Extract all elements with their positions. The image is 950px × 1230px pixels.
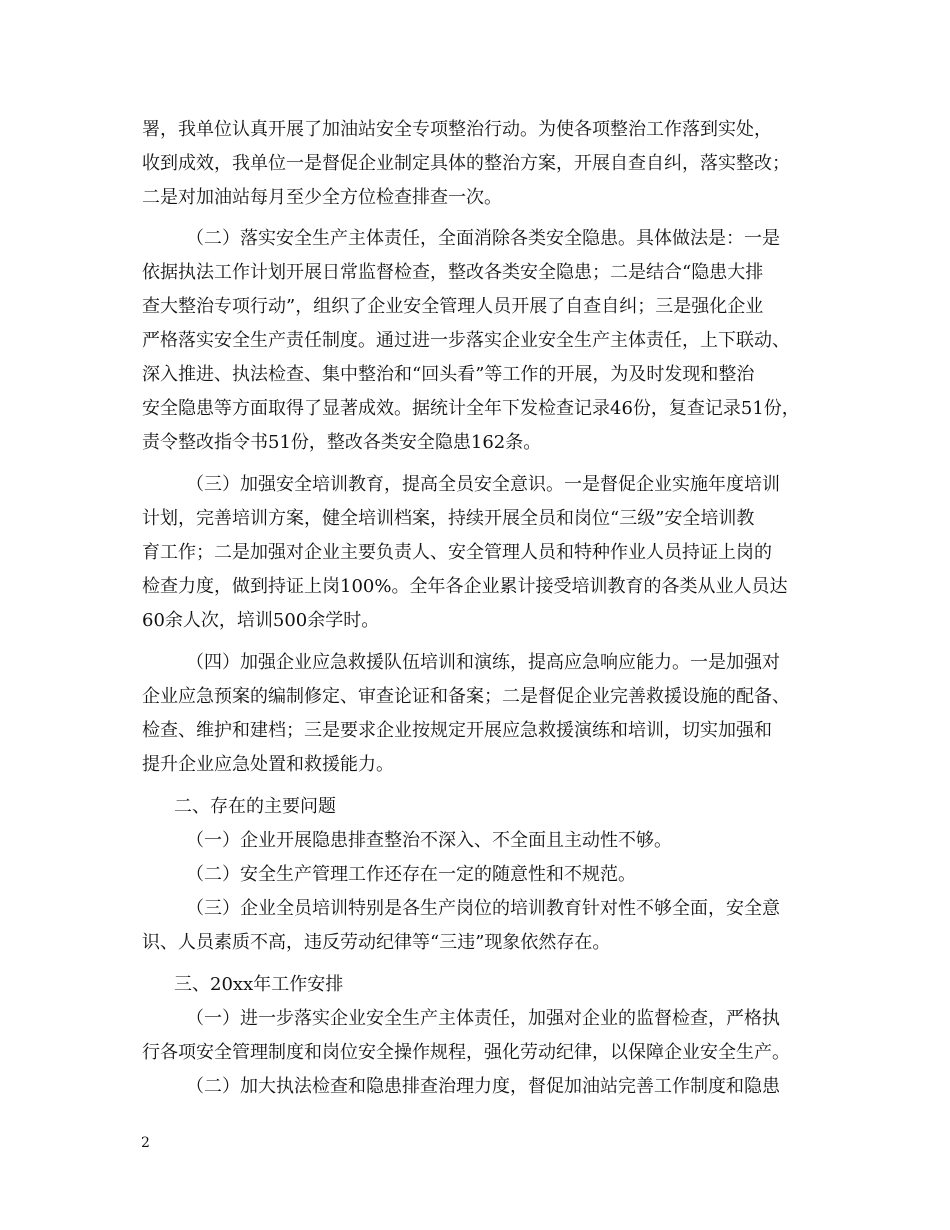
text-line: 责令整改指令书51份，整改各类安全隐患162条。 — [142, 432, 542, 453]
text-line: 企业应急预案的编制修定、审查论证和备案；二是督促企业完善救援设施的配备、 — [142, 686, 790, 707]
text-line: （二）安全生产管理工作还存在一定的随意性和不规范。 — [186, 864, 636, 885]
text-line: （三）加强安全培训教育，提高全员安全意识。一是督促企业实施年度培训 — [186, 474, 780, 495]
text-line: 检查、维护和建档；三是要求企业按规定开展应急救援演练和培训，切实加强和 — [142, 720, 772, 741]
text-line: （一）进一步落实企业安全生产主体责任，加强对企业的监督检查，严格执 — [186, 1008, 780, 1029]
text-line: （三）企业全员培训特别是各生产岗位的培训教育针对性不够全面，安全意 — [186, 898, 780, 919]
text-line: 安全隐患等方面取得了显著成效。据统计全年下发检查记录46份，复查记录51份， — [142, 398, 800, 419]
text-line: （四）加强企业应急救援队伍培训和演练，提高应急响应能力。一是加强对 — [186, 652, 780, 673]
section-heading: 二、存在的主要问题 — [174, 796, 336, 817]
text-line: 检查力度，做到持证上岗100%。全年各企业累计接受培训教育的各类从业人员达 — [142, 576, 788, 597]
text-line: 识、人员素质不高，违反劳动纪律等“三违”现象依然存在。 — [142, 932, 611, 953]
text-line: （一）企业开展隐患排查整治不深入、不全面且主动性不够。 — [186, 830, 672, 851]
text-line: 深入推进、执法检查、集中整治和“回头看”等工作的开展，为及时发现和整治 — [142, 364, 755, 385]
text-line: 60余人次，培训500余学时。 — [142, 610, 380, 631]
text-line: 署，我单位认真开展了加油站安全专项整治行动。为使各项整治工作落到实处， — [142, 119, 772, 140]
text-line: 收到成效，我单位一是督促企业制定具体的整治方案，开展自查自纠，落实整改； — [142, 153, 790, 174]
text-line: 育工作；二是加强对企业主要负责人、安全管理人员和特种作业人员持证上岗的 — [142, 542, 772, 563]
page-number: 2 — [141, 1135, 150, 1151]
section-heading: 三、20xx年工作安排 — [174, 974, 344, 995]
text-line: 查大整治专项行动”，组织了企业安全管理人员开展了自查自纠；三是强化企业 — [142, 296, 764, 317]
text-line: 严格落实安全生产责任制度。通过进一步落实企业安全生产主体责任，上下联动、 — [142, 330, 790, 351]
text-line: 依据执法工作计划开展日常监督检查，整改各类安全隐患；二是结合“隐患大排 — [142, 262, 764, 283]
text-line: （二）加大执法检查和隐患排查治理力度，督促加油站完善工作制度和隐患 — [186, 1076, 780, 1097]
text-line: 二是对加油站每月至少全方位检查排查一次。 — [142, 187, 502, 208]
text-line: 计划，完善培训方案，健全培训档案，持续开展全员和岗位“三级”安全培训教 — [142, 508, 755, 529]
text-line: 行各项安全管理制度和岗位安全操作规程，强化劳动纪律，以保障企业安全生产。 — [142, 1042, 790, 1063]
text-line: 提升企业应急处置和救援能力。 — [142, 754, 394, 775]
text-line: （二）落实安全生产主体责任，全面消除各类安全隐患。具体做法是：一是 — [186, 228, 780, 249]
